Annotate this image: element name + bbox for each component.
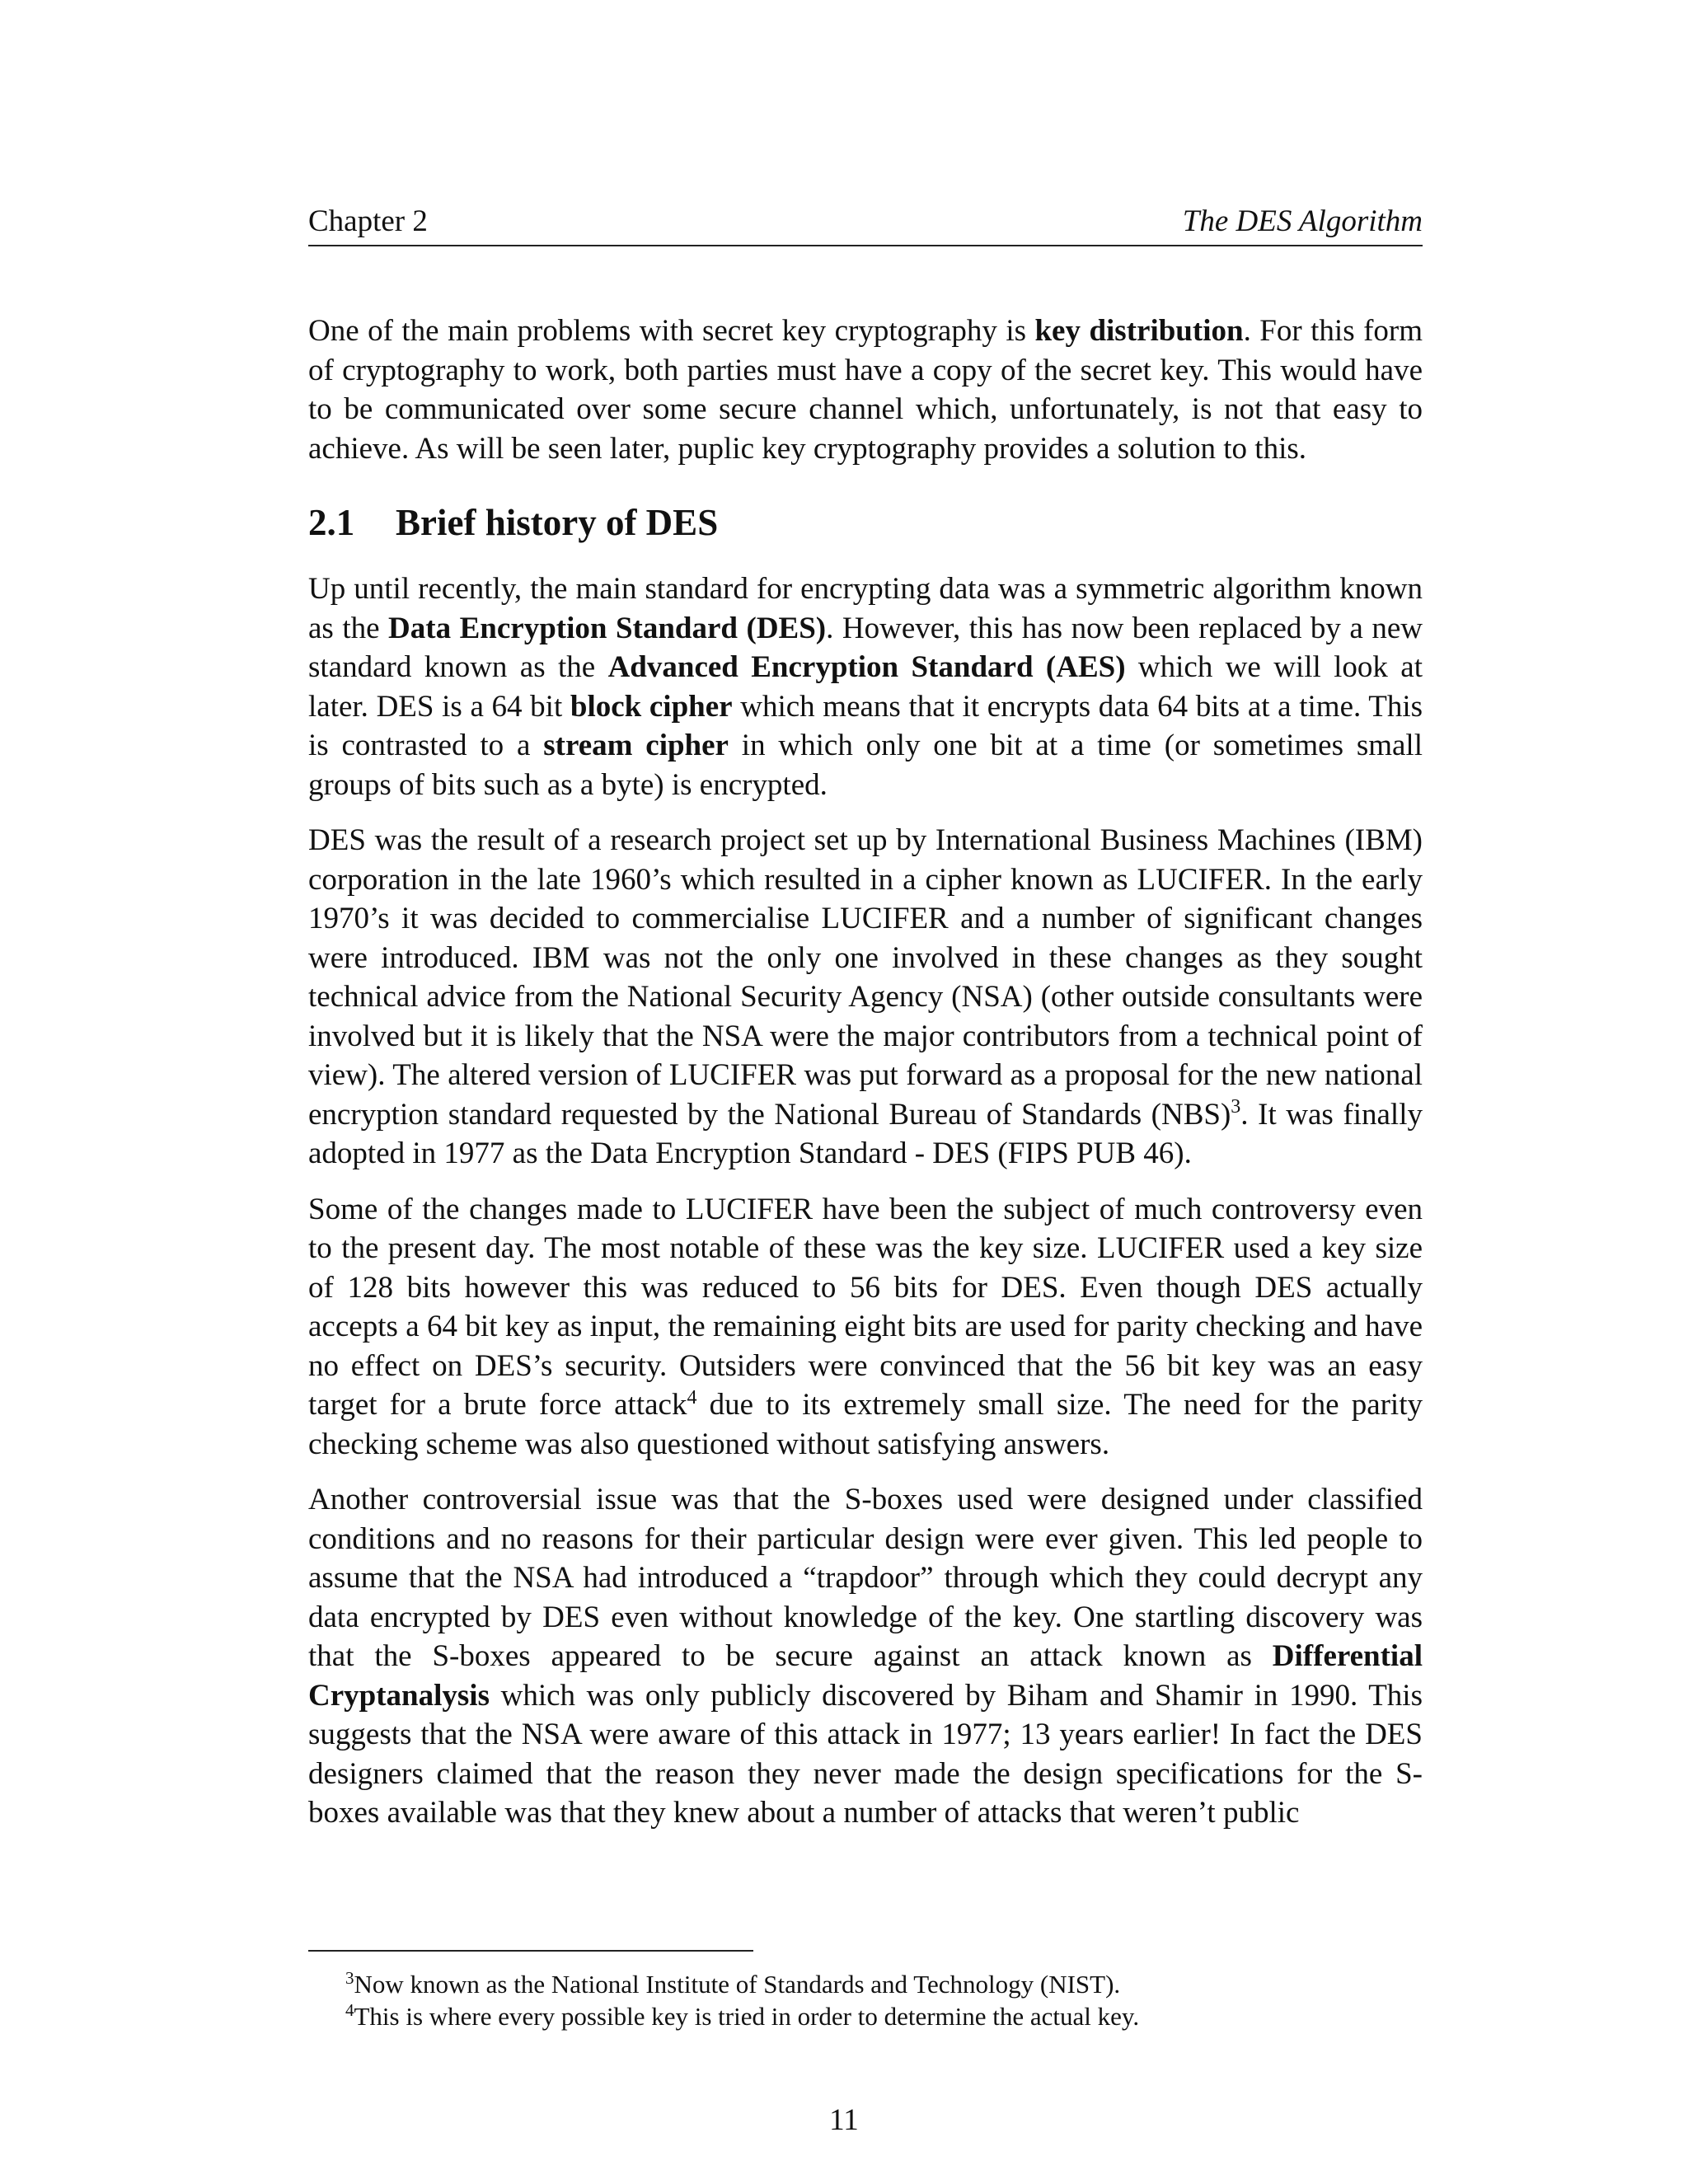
p1-text-2: . However, this has now been replaced by a new standard known as the [308,611,1423,684]
p4-text-1: Another controversial issue was that the S-boxes used were designed under classified conditions and no reasons for their particular design were ever given. This led people to assume that the NSA had introduced a “trapdoor” through which they could decrypt any data encrypted by DES even without knowledge of the key. One startling discovery was that the S-boxes appeared to be secure against an attack known as [308,1483,1423,1673]
page-number: 11 [829,2103,859,2137]
section-heading [308,498,1423,547]
p4-text-2: which was only publicly discovered by Biham and Shamir in 1990. This suggests that the NSA were aware of this attack in 1977; 13 years earlier! In fact the DES designers claimed that the reason they never made the design specifications for the S-boxes available was that they knew about a number of attacks that weren’t public [308,1678,1423,1830]
intro-text-2: . For this form of cryptography to work, both parties must have a copy of the secret key. This would have to be communicated over some secure channel which, unfortunately, is not that easy to achieve. As will be seen later, puplic key cryptography provides a solution to this. [308,314,1423,466]
footnote-4 [345,2000,1417,2032]
differential-cryptanalysis-term: Differential Cryptanalysis [308,1639,1423,1713]
footnote-ref-4[interactable]: 4 [687,1386,697,1408]
footnote-3 [345,1968,1417,2000]
p1-text-4: which means that it encrypts data 64 bits at a time. This is contrasted to a [308,689,1423,762]
block-cipher-term: block cipher [570,689,733,724]
footnote-mark-4: 4 [345,1999,354,2020]
header-title: The DES Algorithm [1182,204,1423,238]
body-text [308,312,1423,1849]
footnote-text-4: This is where every possible key is tried in order to determine the actual key. [354,2002,1140,2031]
paragraph-sboxes [308,1480,1423,1833]
p1-text-5: in which only one bit at a time (or sometimes small groups of bits such as a byte) is encrypted. [308,729,1423,802]
p1-text-1: Up until recently, the main standard for encrypting data was a symmetric algorithm known as the [308,572,1423,645]
paragraph-key-size [308,1190,1423,1465]
footnotes [345,1968,1417,2032]
stream-cipher-term: stream cipher [543,729,729,762]
key-distribution-term: key distribution [1034,314,1244,348]
footnote-text-3: Now known as the National Institute of Standards and Technology (NIST). [354,1970,1121,1999]
p3-text-1: Some of the changes made to LUCIFER have been the subject of much controversy even to the present day. The most notable of these was the key size. LUCIFER used a key size of 128 bits however this was reduced to 56 bits for DES. Even though DES actually accepts a 64 bit key as input, the remaining eight bits are used for parity checking and have no effect on DES’s security. Outsiders were convinced that the 56 bit key was an easy target for a brute force attack [308,1192,1423,1422]
p3-text-2: due to its extremely small size. The need for the parity checking scheme was also questioned without satisfying answers. [308,1388,1423,1461]
aes-term: Advanced Encryption Standard (AES) [607,650,1126,684]
p2-text-1: DES was the result of a research project set up by International Business Machines (IBM) corporation in the late 1960’s which resulted in a cipher known as LUCIFER. In the early 1970’s it was decided to commercialise LUCIFER and a number of significant changes were introduced. IBM was not the only one involved in these changes as they sought technical advice from the National Security Agency (NSA) (other outside consultants were involved but it is likely that the NSA were the major contributors from a technical point of view). The altered version of LUCIFER was put forward as a proposal for the new national encryption standard requested by the National Bureau of Standards (NBS) [308,823,1423,1132]
header-chapter: Chapter 2 [308,204,428,238]
footnote-ref-3[interactable]: 3 [1231,1096,1241,1118]
footnote-rule [308,1950,753,1952]
p1-text-3: which we will look at later. DES is a 64 bit [308,650,1423,724]
intro-text-1: One of the main problems with secret key cryptography is [308,314,1035,348]
intro-paragraph [308,312,1423,468]
running-header [308,200,1423,243]
header-rule [308,245,1423,246]
section-title: Brief history of DES [396,502,719,543]
p2-text-2: . It was finally adopted in 1977 as the Data Encryption Standard - DES (FIPS PUB 46). [308,1097,1423,1170]
section-number: 2.1 [308,502,355,543]
paragraph-lucifer-history [308,821,1423,1174]
footnote-mark-3: 3 [345,1967,354,1988]
paragraph-des-standard [308,569,1423,804]
des-term: Data Encryption Standard (DES) [388,611,827,645]
